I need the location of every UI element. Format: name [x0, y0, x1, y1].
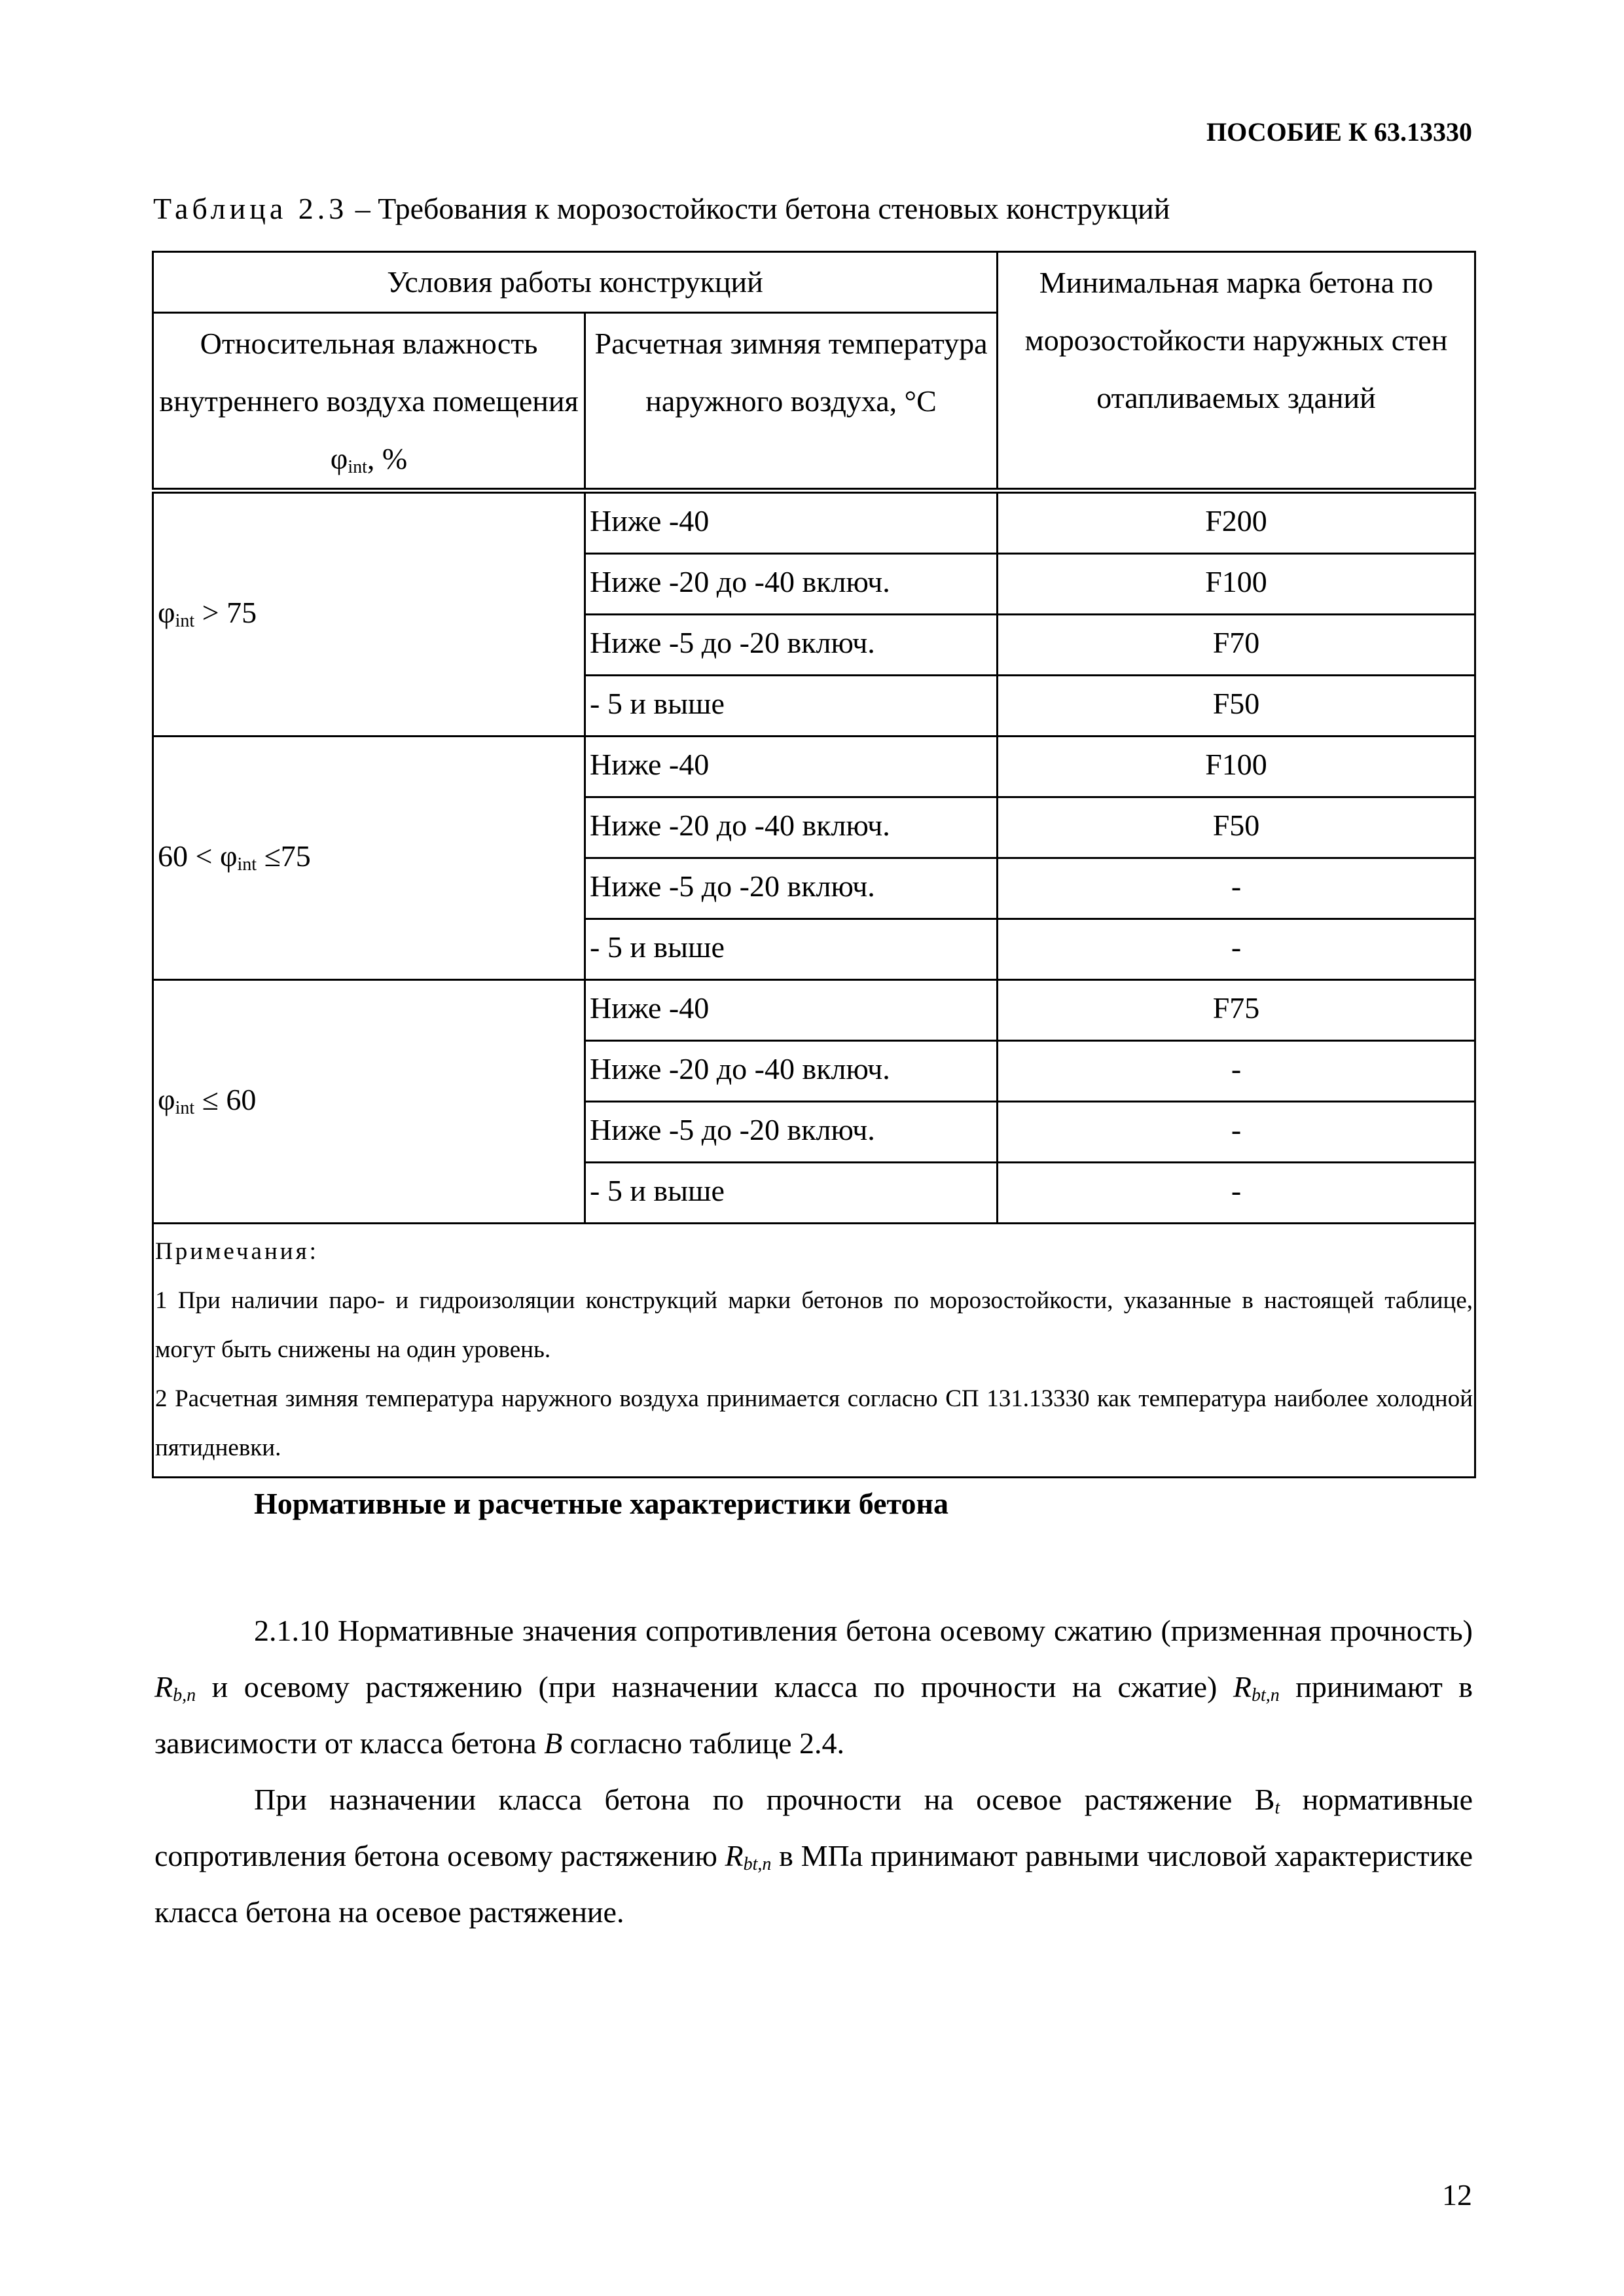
- header-humidity-tail: , %: [367, 442, 408, 475]
- symbol-r: R: [1233, 1670, 1252, 1704]
- symbol-r: R: [154, 1670, 173, 1704]
- condition-cell: [153, 737, 585, 980]
- condition-pre: 60 < φ: [158, 839, 238, 873]
- temperature-cell: - 5 и выше: [585, 676, 998, 737]
- temperature-cell: - 5 и выше: [585, 919, 998, 980]
- temperature-cell: Ниже -20 до -40 включ.: [585, 1041, 998, 1102]
- grade-cell: F100: [998, 554, 1475, 615]
- condition-post: ≤75: [257, 839, 311, 873]
- table-notes-row: [153, 1224, 1475, 1478]
- document-header: ПОСОБИЕ К 63.13330: [1206, 117, 1472, 147]
- condition-sub: int: [237, 854, 257, 875]
- header-humidity: [153, 313, 585, 491]
- para2-text: При назначении класса бетона по прочности на осевое растяжение B: [254, 1783, 1275, 1816]
- grade-cell: -: [998, 1163, 1475, 1224]
- condition-pre: φ: [158, 1082, 175, 1116]
- note-item: 2 Расчетная зимняя температура наружного воздуха принимается согласно СП 131.13330 как температура наиболее холодной пятидневки.: [155, 1385, 1473, 1461]
- table-row: [153, 737, 1475, 797]
- grade-cell: F70: [998, 615, 1475, 676]
- para1-text: и осевому растяжению (при назначении класса по прочности на сжатие): [196, 1670, 1233, 1704]
- paragraph-tensile-class: [154, 1772, 1473, 1941]
- symbol-sub: [744, 1854, 772, 1874]
- grade-cell: F50: [998, 797, 1475, 858]
- condition-post: > 75: [194, 595, 257, 629]
- header-conditions: Условия работы конструкций: [153, 252, 998, 313]
- temperature-cell: Ниже -20 до -40 включ.: [585, 554, 998, 615]
- condition-sub: int: [175, 1097, 195, 1118]
- temperature-cell: Ниже -40: [585, 737, 998, 797]
- symbol-sub-text: t: [1274, 1798, 1280, 1818]
- grade-cell: -: [998, 1041, 1475, 1102]
- condition-sub: int: [175, 610, 195, 631]
- symbol-b: B: [544, 1726, 563, 1760]
- condition-pre: φ: [158, 595, 175, 629]
- temperature-cell: - 5 и выше: [585, 1163, 998, 1224]
- header-humidity-text: Относительная влажность внутреннего воздуха помещения φ: [159, 327, 579, 475]
- table-header-row: [153, 252, 1475, 313]
- table-row: [153, 980, 1475, 1041]
- condition-post: ≤ 60: [194, 1082, 257, 1116]
- temperature-cell: Ниже -40: [585, 980, 998, 1041]
- note-item: 1 При наличии паро- и гидроизоляции конструкций марки бетонов по морозостойкости, указанные в настоящей таблице, могут быть снижены на один уровень.: [155, 1287, 1473, 1363]
- symbol-r: R: [725, 1839, 744, 1872]
- header-min-grade: Минимальная марка бетона по морозостойкости наружных стен отапливаемых зданий: [998, 252, 1475, 491]
- notes-title: Примечания:: [155, 1238, 319, 1265]
- para2-text: нормативные сопротивления бетона осевому растяжению: [154, 1783, 1473, 1872]
- temperature-cell: Ниже -5 до -20 включ.: [585, 1102, 998, 1163]
- temperature-cell: Ниже -5 до -20 включ.: [585, 858, 998, 919]
- frost-resistance-table: [152, 251, 1476, 1478]
- condition-cell: [153, 980, 585, 1224]
- table-caption-text: – Требования к морозостойкости бетона стеновых конструкций: [348, 192, 1170, 225]
- grade-cell: F50: [998, 676, 1475, 737]
- section-title: Нормативные и расчетные характеристики бетона: [254, 1487, 949, 1520]
- symbol-sub-text: bt,n: [743, 1854, 772, 1874]
- header-temperature: Расчетная зимняя температура наружного воздуха, °С: [585, 313, 998, 491]
- table-caption: [153, 191, 1170, 226]
- grade-cell: F100: [998, 737, 1475, 797]
- para2-text: в МПа принимают равными числовой характеристике класса бетона на осевое растяжение.: [154, 1839, 1473, 1929]
- table-notes: [153, 1224, 1475, 1478]
- symbol-sub: [1252, 1685, 1280, 1705]
- paragraph-2-1-10: [154, 1603, 1473, 1772]
- symbol-sub-text: bt,n: [1251, 1685, 1280, 1705]
- page-number: 12: [1442, 2178, 1472, 2212]
- temperature-cell: Ниже -20 до -40 включ.: [585, 797, 998, 858]
- grade-cell: F75: [998, 980, 1475, 1041]
- header-humidity-sub: int: [348, 457, 367, 477]
- grade-cell: -: [998, 919, 1475, 980]
- symbol-sub: [173, 1685, 196, 1705]
- table-caption-label: Таблица 2.3: [153, 192, 348, 225]
- table-row: [153, 491, 1475, 554]
- grade-cell: -: [998, 858, 1475, 919]
- grade-cell: -: [998, 1102, 1475, 1163]
- para1-text: согласно таблице 2.4.: [562, 1726, 845, 1760]
- temperature-cell: Ниже -5 до -20 включ.: [585, 615, 998, 676]
- para1-text: 2.1.10 Нормативные значения сопротивления бетона осевому сжатию (призменная прочность): [254, 1614, 1473, 1647]
- condition-cell: [153, 491, 585, 737]
- temperature-cell: Ниже -40: [585, 491, 998, 554]
- grade-cell: F200: [998, 491, 1475, 554]
- symbol-sub-text: b,n: [173, 1685, 196, 1705]
- para1-text: принимают в зависимости от класса бетона: [154, 1670, 1473, 1760]
